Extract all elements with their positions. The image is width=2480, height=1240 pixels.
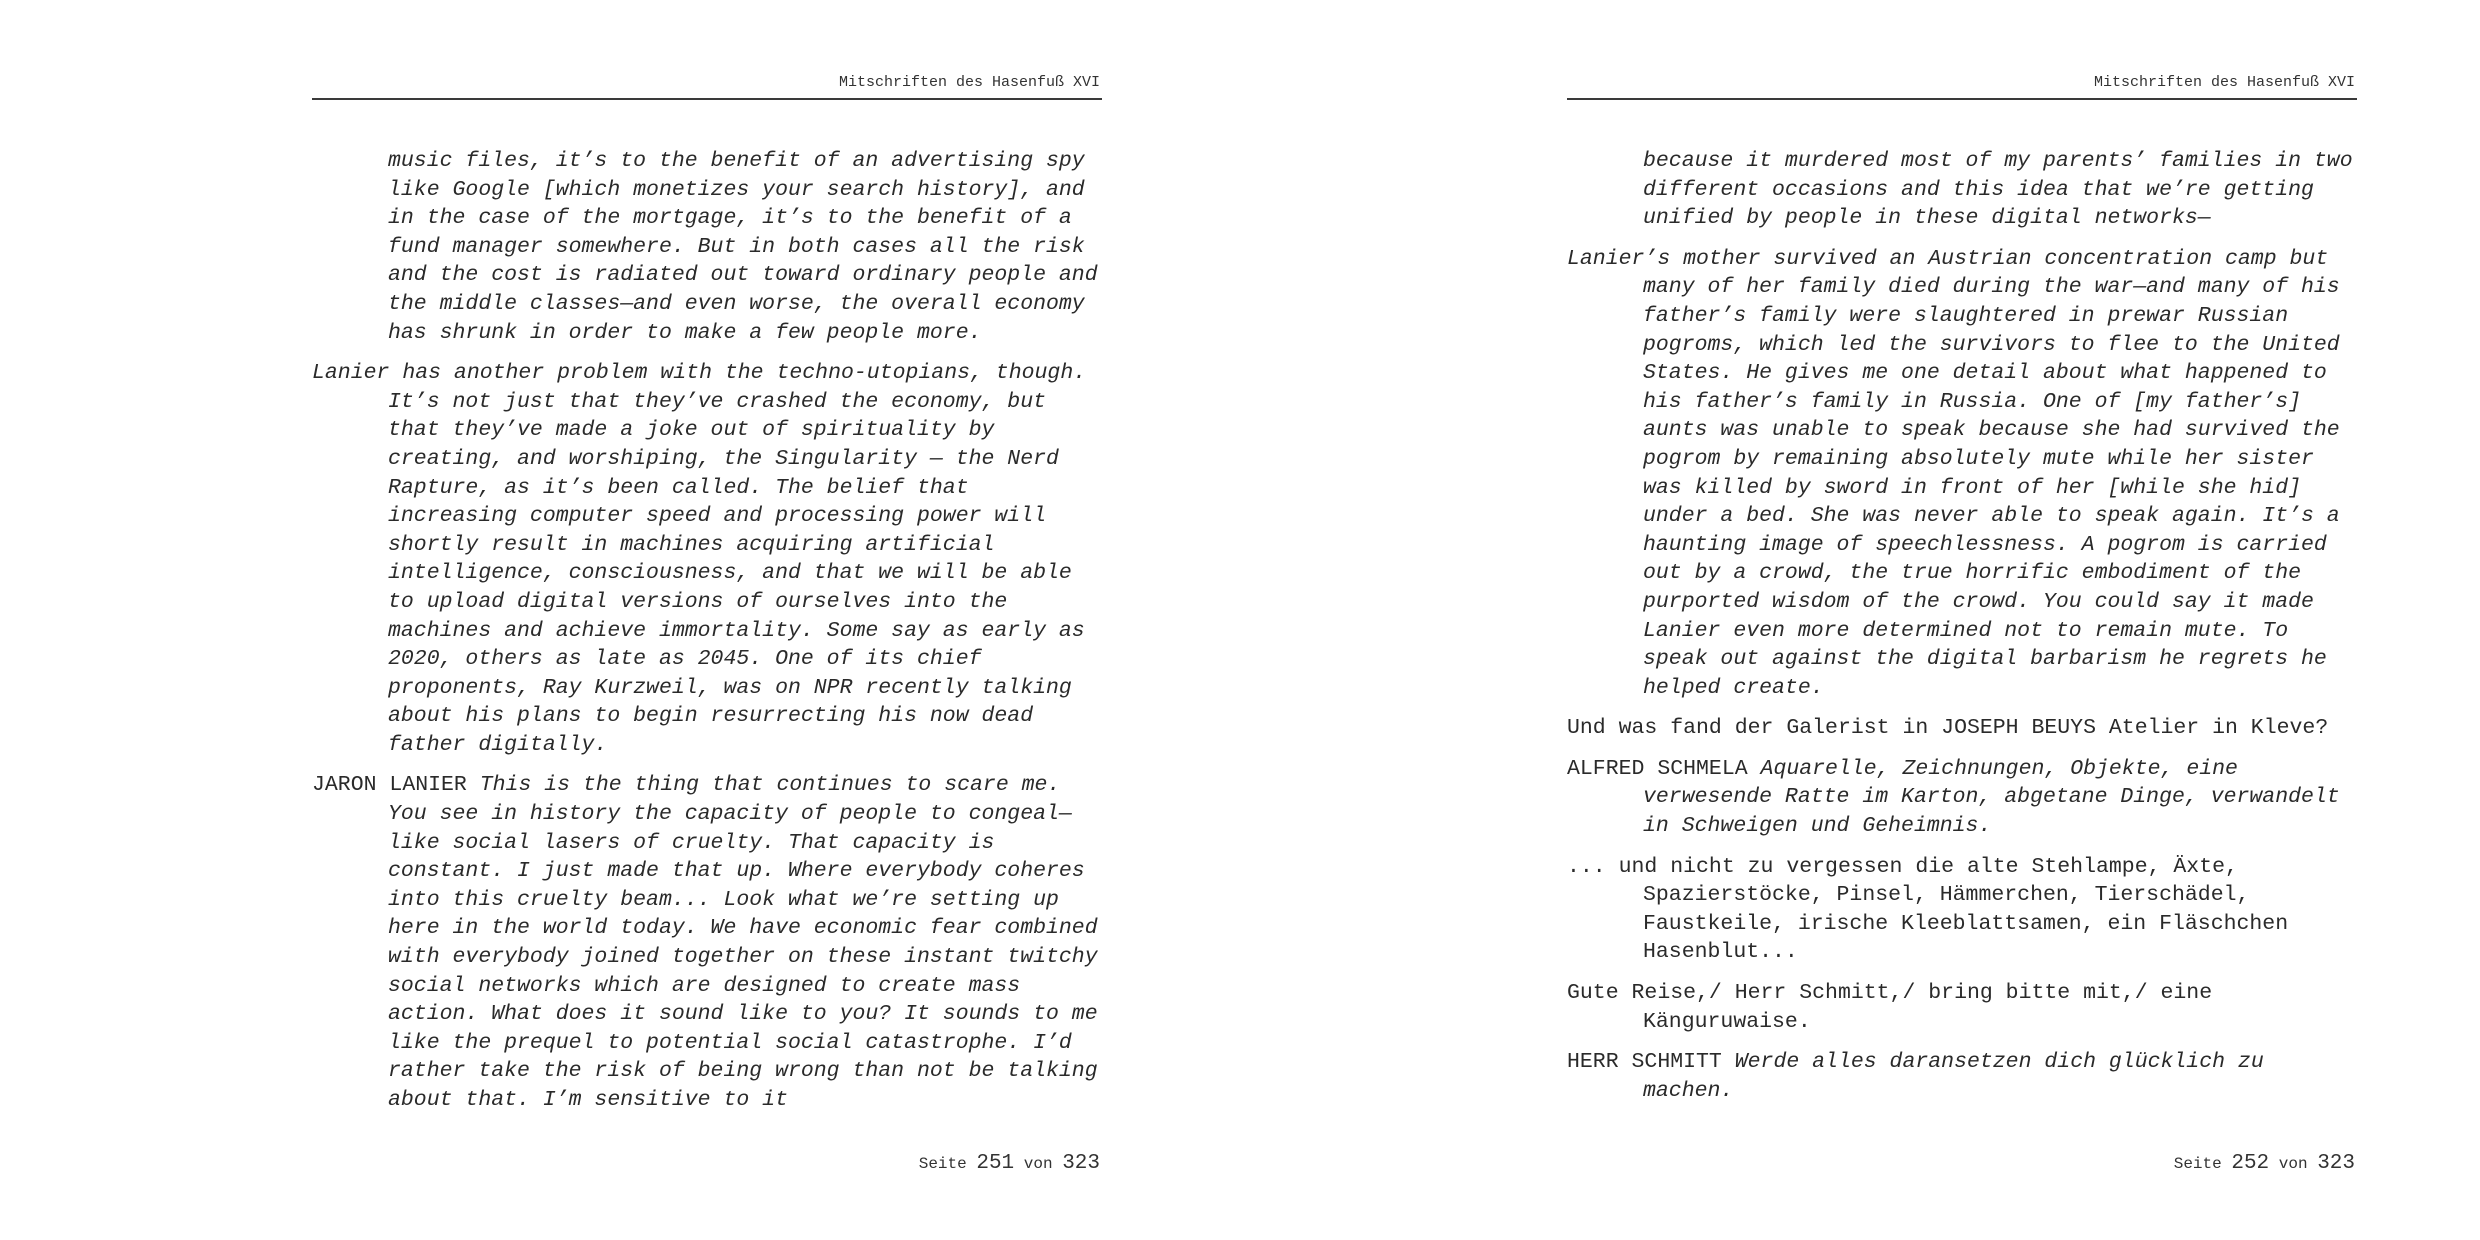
footer-prefix: Seite (918, 1155, 967, 1173)
paragraph: because it murdered most of my parents’ families in two different occasions and this idea that we’re getting unified by people in these digital networks— (1643, 149, 2353, 231)
right-page (1567, 0, 2357, 1240)
dialogue-paragraph (1567, 1048, 2357, 1105)
page-total: 323 (2317, 1152, 2355, 1175)
page-header (1567, 72, 2357, 100)
page-body (312, 147, 1102, 1127)
dialogue-text: This is the thing that continues to scare me. You see in history the capacity of people to congeal—like social lasers of cruelty. That capacity is constant. I just made that up. Where everybody coheres into this cruelty beam... Look what we’re setting up here in the world today. We have economic fear combined with everybody joined together on these instant twitchy social networks which are designed to create mass action. What does it sound like to you? It sounds to me like the prequel to potential social catastrophe. I’d rather take the risk of being wrong than not be talking about that. I’m sensitive to it (388, 773, 1098, 1112)
page-footer (919, 1152, 1100, 1175)
paragraph: ... und nicht zu vergessen die alte Stehlampe, Äxte, Spazierstöcke, Pinsel, Hämmerchen, Tierschädel, Faustkeile, irische Kleeblattsamen, ein Fläschchen Hasenblut... (1567, 854, 2289, 965)
speaker-name: HERR SCHMITT (1567, 1050, 1722, 1075)
page-body (1567, 147, 2357, 1117)
page-footer (2174, 1152, 2355, 1175)
footer-sep: von (2278, 1155, 2308, 1173)
page-number: 252 (2231, 1152, 2270, 1175)
header-title: Mitschriften des Hasenfuß XVI (2093, 74, 2355, 91)
left-page (312, 0, 1102, 1240)
paragraph: Und was fand der Galerist in JOSEPH BEUYS Atelier in Kleve? (1567, 716, 2329, 741)
header-title: Mitschriften des Hasenfuß XVI (838, 74, 1100, 91)
dialogue-text: Werde alles daransetzen dich glücklich zu machen. (1643, 1050, 2264, 1103)
footer-prefix: Seite (2173, 1155, 2222, 1173)
paragraph: Lanier has another problem with the techno-utopians, though. It’s not just that they’ve crashed the economy, but that they’ve made a joke out of spirituality by creating, and worshiping, the Singularity — the Nerd Rapture, as it’s been called. The belief that increasing computer speed and processing power will shortly result in machines acquiring artificial intelligence, consciousness, and that we will be able to upload digital versions of ourselves into the machines and achieve immortality. Some say as early as 2020, others as late as 2045. One of its chief proponents, Ray Kurzweil, was on NPR recently talking about his plans to begin resurrecting his now dead father digitally. (312, 361, 1087, 757)
page-header (312, 72, 1102, 100)
paragraph: Lanier’s mother survived an Austrian concentration camp but many of her family died during the war—and many of his father’s family were slaughtered in prewar Russian pogroms, which led the survivors to flee to the United States. He gives me one detail about what happened to his father’s family in Russia. One of [my father’s] aunts was unable to speak because she had survived the pogrom by remaining absolutely mute while her sister was killed by sword in front of her [while she hid] under a bed. She was never able to speak again. It’s a haunting image of speechlessness. A pogrom is carried out by a crowd, the true horrific embodiment of the purported wisdom of the crowd. You could say it made Lanier even more determined not to remain mute. To speak out against the digital barbarism he regrets he helped create. (1567, 246, 2340, 700)
paragraph: music files, it’s to the benefit of an advertising spy like Google [which monetizes your search history], and in the case of the mortgage, it’s to the benefit of a fund manager somewhere. But in both cases all the risk and the cost is radiated out toward ordinary people and the middle classes—and even worse, the overall economy has shrunk in order to make a few people more. (388, 149, 1098, 345)
page-total: 323 (1062, 1152, 1100, 1175)
dialogue-paragraph (312, 771, 1102, 1114)
footer-sep: von (1023, 1155, 1053, 1173)
paragraph: Gute Reise,/ Herr Schmitt,/ bring bitte mit,/ eine Känguruwaise. (1567, 981, 2213, 1034)
page-number: 251 (976, 1152, 1015, 1175)
dialogue-text: Aquarelle, Zeichnungen, Objekte, eine verwesende Ratte im Karton, abgetane Dinge, verwandelt in Schweigen und Geheimnis. (1643, 756, 2340, 839)
speaker-name: ALFRED SCHMELA (1567, 756, 1748, 781)
dialogue-paragraph (1567, 755, 2357, 841)
speaker-name: JARON LANIER (312, 773, 467, 798)
